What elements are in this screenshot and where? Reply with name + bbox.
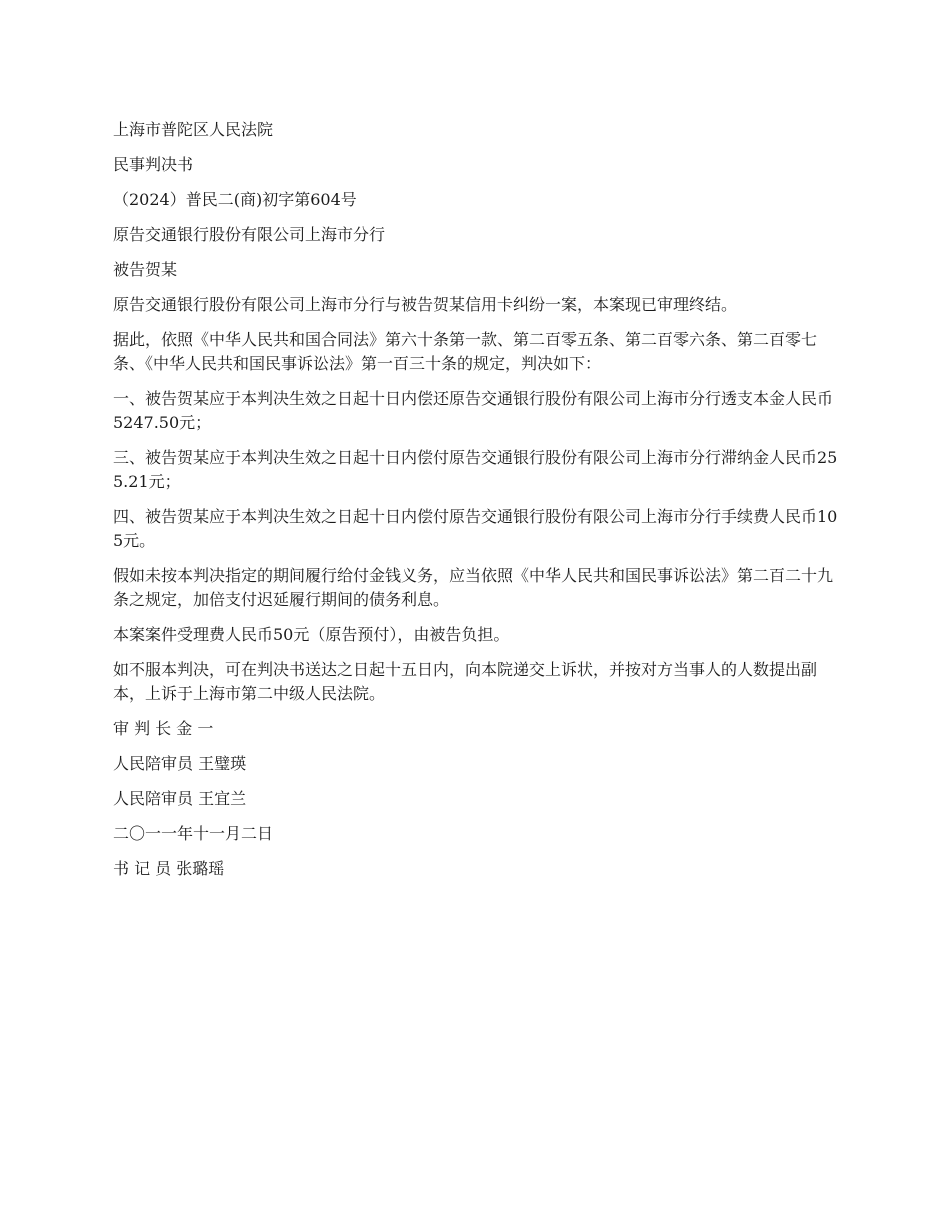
delay-clause: 假如未按本判决指定的期间履行给付金钱义务，应当依照《中华人民共和国民事诉讼法》第二百二十九条之规定，加倍支付迟延履行期间的债务利息。 <box>113 566 834 609</box>
court-clerk: 书 记 员 张璐瑶 <box>113 859 225 878</box>
case-summary: 原告交通银行股份有限公司上海市分行与被告贺某信用卡纠纷一案，本案现已审理终结。 <box>113 295 738 314</box>
defendant: 被告贺某 <box>113 260 178 279</box>
appeal-clause: 如不服本判决，可在判决书送达之日起十五日内，向本院递交上诉状，并按对方当事人的人数提出副本，上诉于上海市第二中级人民法院。 <box>113 660 818 703</box>
people-juror-1: 人民陪审员 王璧瑛 <box>113 754 247 773</box>
document-type: 民事判决书 <box>113 155 194 174</box>
ruling-item-4: 四、被告贺某应于本判决生效之日起十日内偿付原告交通银行股份有限公司上海市分行手续费人民币105元。 <box>113 507 838 550</box>
judgment-date: 二〇一一年十一月二日 <box>113 824 274 843</box>
ruling-item-3: 三、被告贺某应于本判决生效之日起十日内偿付原告交通银行股份有限公司上海市分行滞纳金人民币255.21元； <box>113 448 838 491</box>
judgment-document <box>113 118 841 892</box>
plaintiff: 原告交通银行股份有限公司上海市分行 <box>113 225 386 244</box>
ruling-item-1: 一、被告贺某应于本判决生效之日起十日内偿还原告交通银行股份有限公司上海市分行透支本金人民币5247.50元； <box>113 389 834 432</box>
legal-basis: 据此，依照《中华人民共和国合同法》第六十条第一款、第二百零五条、第二百零六条、第二百零七条、《中华人民共和国民事诉讼法》第一百三十条的规定，判决如下： <box>113 330 818 373</box>
people-juror-2: 人民陪审员 王宜兰 <box>113 789 247 808</box>
case-number: （2024）普民二(商)初字第604号 <box>113 190 357 209</box>
fee-clause: 本案案件受理费人民币50元（原告预付），由被告负担。 <box>113 625 510 644</box>
presiding-judge: 审 判 长 金 一 <box>113 719 214 738</box>
court-name: 上海市普陀区人民法院 <box>113 120 274 139</box>
